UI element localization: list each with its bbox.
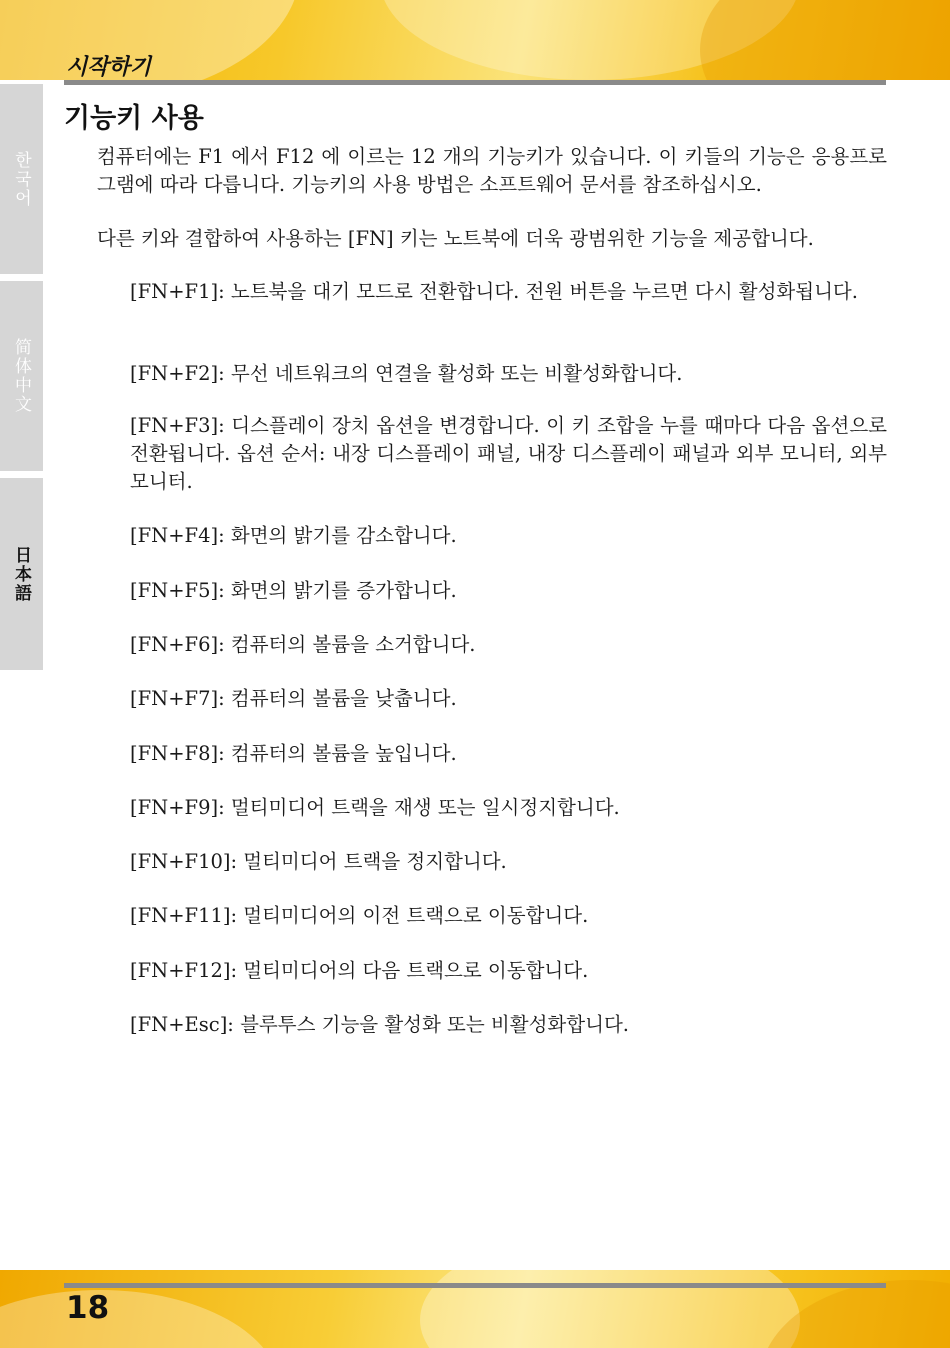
fn-f2-item: [FN+F2]: 무선 네트워크의 연결을 활성화 또는 비활성화합니다. [130,362,683,385]
footer-rule [64,1283,886,1288]
fn-f4-item: [FN+F4]: 화면의 밝기를 감소합니다. [130,524,457,547]
fn-f7-item: [FN+F7]: 컴퓨터의 볼륨을 낮춥니다. [130,687,457,710]
fn-f1-item: [FN+F1]: 노트북을 대기 모드로 전환합니다. 전원 버튼을 누르면 다시 활성화됩니다. [130,280,858,303]
fn-f5-item: [FN+F5]: 화면의 밝기를 증가합니다. [130,579,457,602]
fn-key-paragraph: 다른 키와 결합하여 사용하는 [FN] 키는 노트북에 더욱 광범위한 기능을 제공합니다. [97,227,814,250]
fn-f8-item: [FN+F8]: 컴퓨터의 볼륨을 높입니다. [130,742,457,765]
fn-esc-item: [FN+Esc]: 블루투스 기능을 활성화 또는 비활성화합니다. [130,1013,629,1036]
tab-korean-label: 한국어 [11,150,31,208]
tab-korean[interactable] [0,84,43,274]
page-title: 기능키 사용 [64,103,204,134]
tab-chinese-label: 简体中文 [11,338,31,414]
page-number: 18 [66,1290,110,1326]
fn-f3-item: [FN+F3]: 디스플레이 장치 옵션을 변경합니다. 이 키 조합을 누를 때마다 다음 옵션으로 전환됩니다. 옵션 순서: 내장 디스플레이 패널, 내장 디스플레이 패널과 외부 모니터, 외부 모니터. [130,414,887,493]
fn-f10-item: [FN+F10]: 멀티미디어 트랙을 정지합니다. [130,850,507,873]
tab-simplified-chinese[interactable] [0,281,43,471]
footer-decorative-band [0,1270,950,1348]
tab-japanese-label: 日本語 [11,545,31,603]
fn-f6-item: [FN+F6]: 컴퓨터의 볼륨을 소거합니다. [130,633,476,656]
intro-paragraph: 컴퓨터에는 F1 에서 F12 에 이르는 12 개의 기능키가 있습니다. 이 키들의 기능은 응용프로그램에 따라 다릅니다. 기능키의 사용 방법은 소프트웨어 문서를 참조하십시오. [97,145,887,196]
fn-f9-item: [FN+F9]: 멀티미디어 트랙을 재생 또는 일시정지합니다. [130,796,620,819]
header-rule [64,80,886,85]
fn-f12-item: [FN+F12]: 멀티미디어의 다음 트랙으로 이동합니다. [130,959,589,982]
fn-f11-item: [FN+F11]: 멀티미디어의 이전 트랙으로 이동합니다. [130,904,589,927]
section-label: 시작하기 [66,55,152,80]
tab-japanese[interactable] [0,478,43,670]
